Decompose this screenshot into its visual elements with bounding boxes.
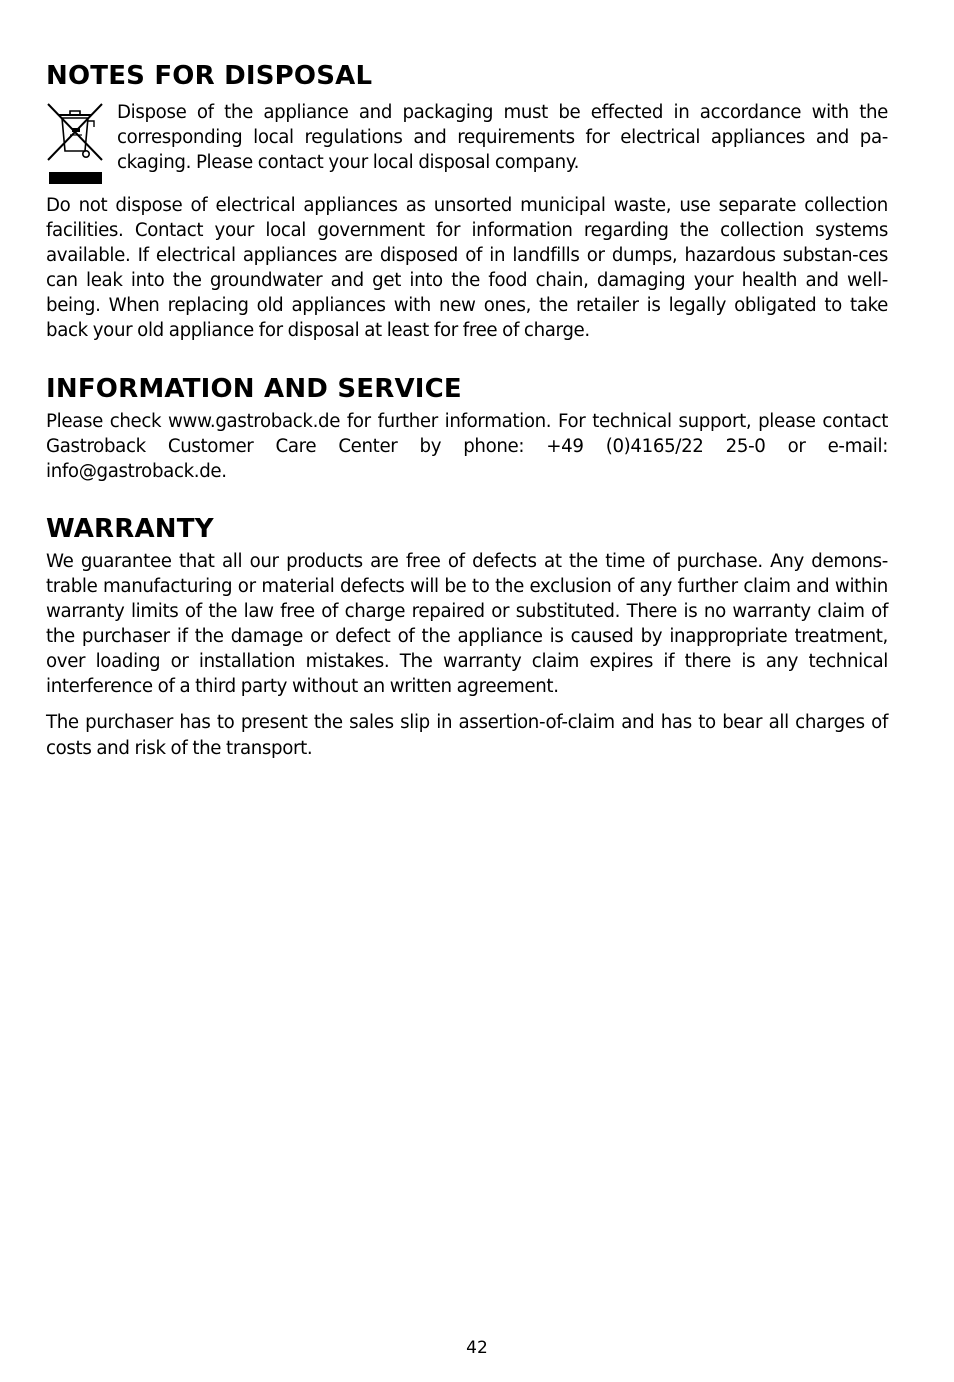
disposal-intro-text: Dispose of the appliance and packaging must be effected in accordance with the corresponding local regulations and requirements for electrical appliances and pa-ckaging. Please contact your local disposal company. [117,102,888,174]
section-warranty [46,511,888,761]
page-content [46,58,888,761]
section-information-service [46,371,888,484]
disposal-body-text: Do not dispose of electrical appliances as unsorted municipal waste, use separate collection facilities. Contact your local government for information regarding the collection systems available. If electrical appliances are disposed of in landfills or dumps, hazardous substan-ces can leak into the groundwater and get into the food chain, damaging your health and well-being. When replacing old appliances with new ones, the retailer is legally obligated to take back your old appliance for disposal at least for free of charge. [46,195,888,342]
section-disposal [46,58,888,344]
info-heading: INFORMATION AND SERVICE [46,373,462,404]
disposal-intro-row [46,100,888,186]
info-body-text: Please check www.gastroback.de for further information. For technical support, please contact Gastroback Customer Care Center by phone: +49 (0)4165/22 25-0 or e-mail: info@gastroback.de. [46,410,888,482]
warranty-body-text-1: We guarantee that all our products are free of defects at the time of purchase. Any demons-trable manufacturing or material defects will be to the exclusion of any further claim and within warranty limits of the law free of charge repaired or substituted. There is no warranty claim of the purchaser if the damage or defect of the appliance is caused by inappropriate treatment, over loading or installation mistakes. The warranty claim expires if there is any technical interference of a third party without an written agreement. [46,550,888,698]
warranty-body-text-2: The purchaser has to present the sales slip in assertion-of-claim and has to bear all charges of costs and risk of the transport. [46,712,888,759]
warranty-heading: WARRANTY [46,513,214,544]
disposal-heading: NOTES FOR DISPOSAL [46,61,373,91]
crossed-out-wheelie-bin-icon [46,101,104,187]
page-number: 42 [466,1338,488,1358]
